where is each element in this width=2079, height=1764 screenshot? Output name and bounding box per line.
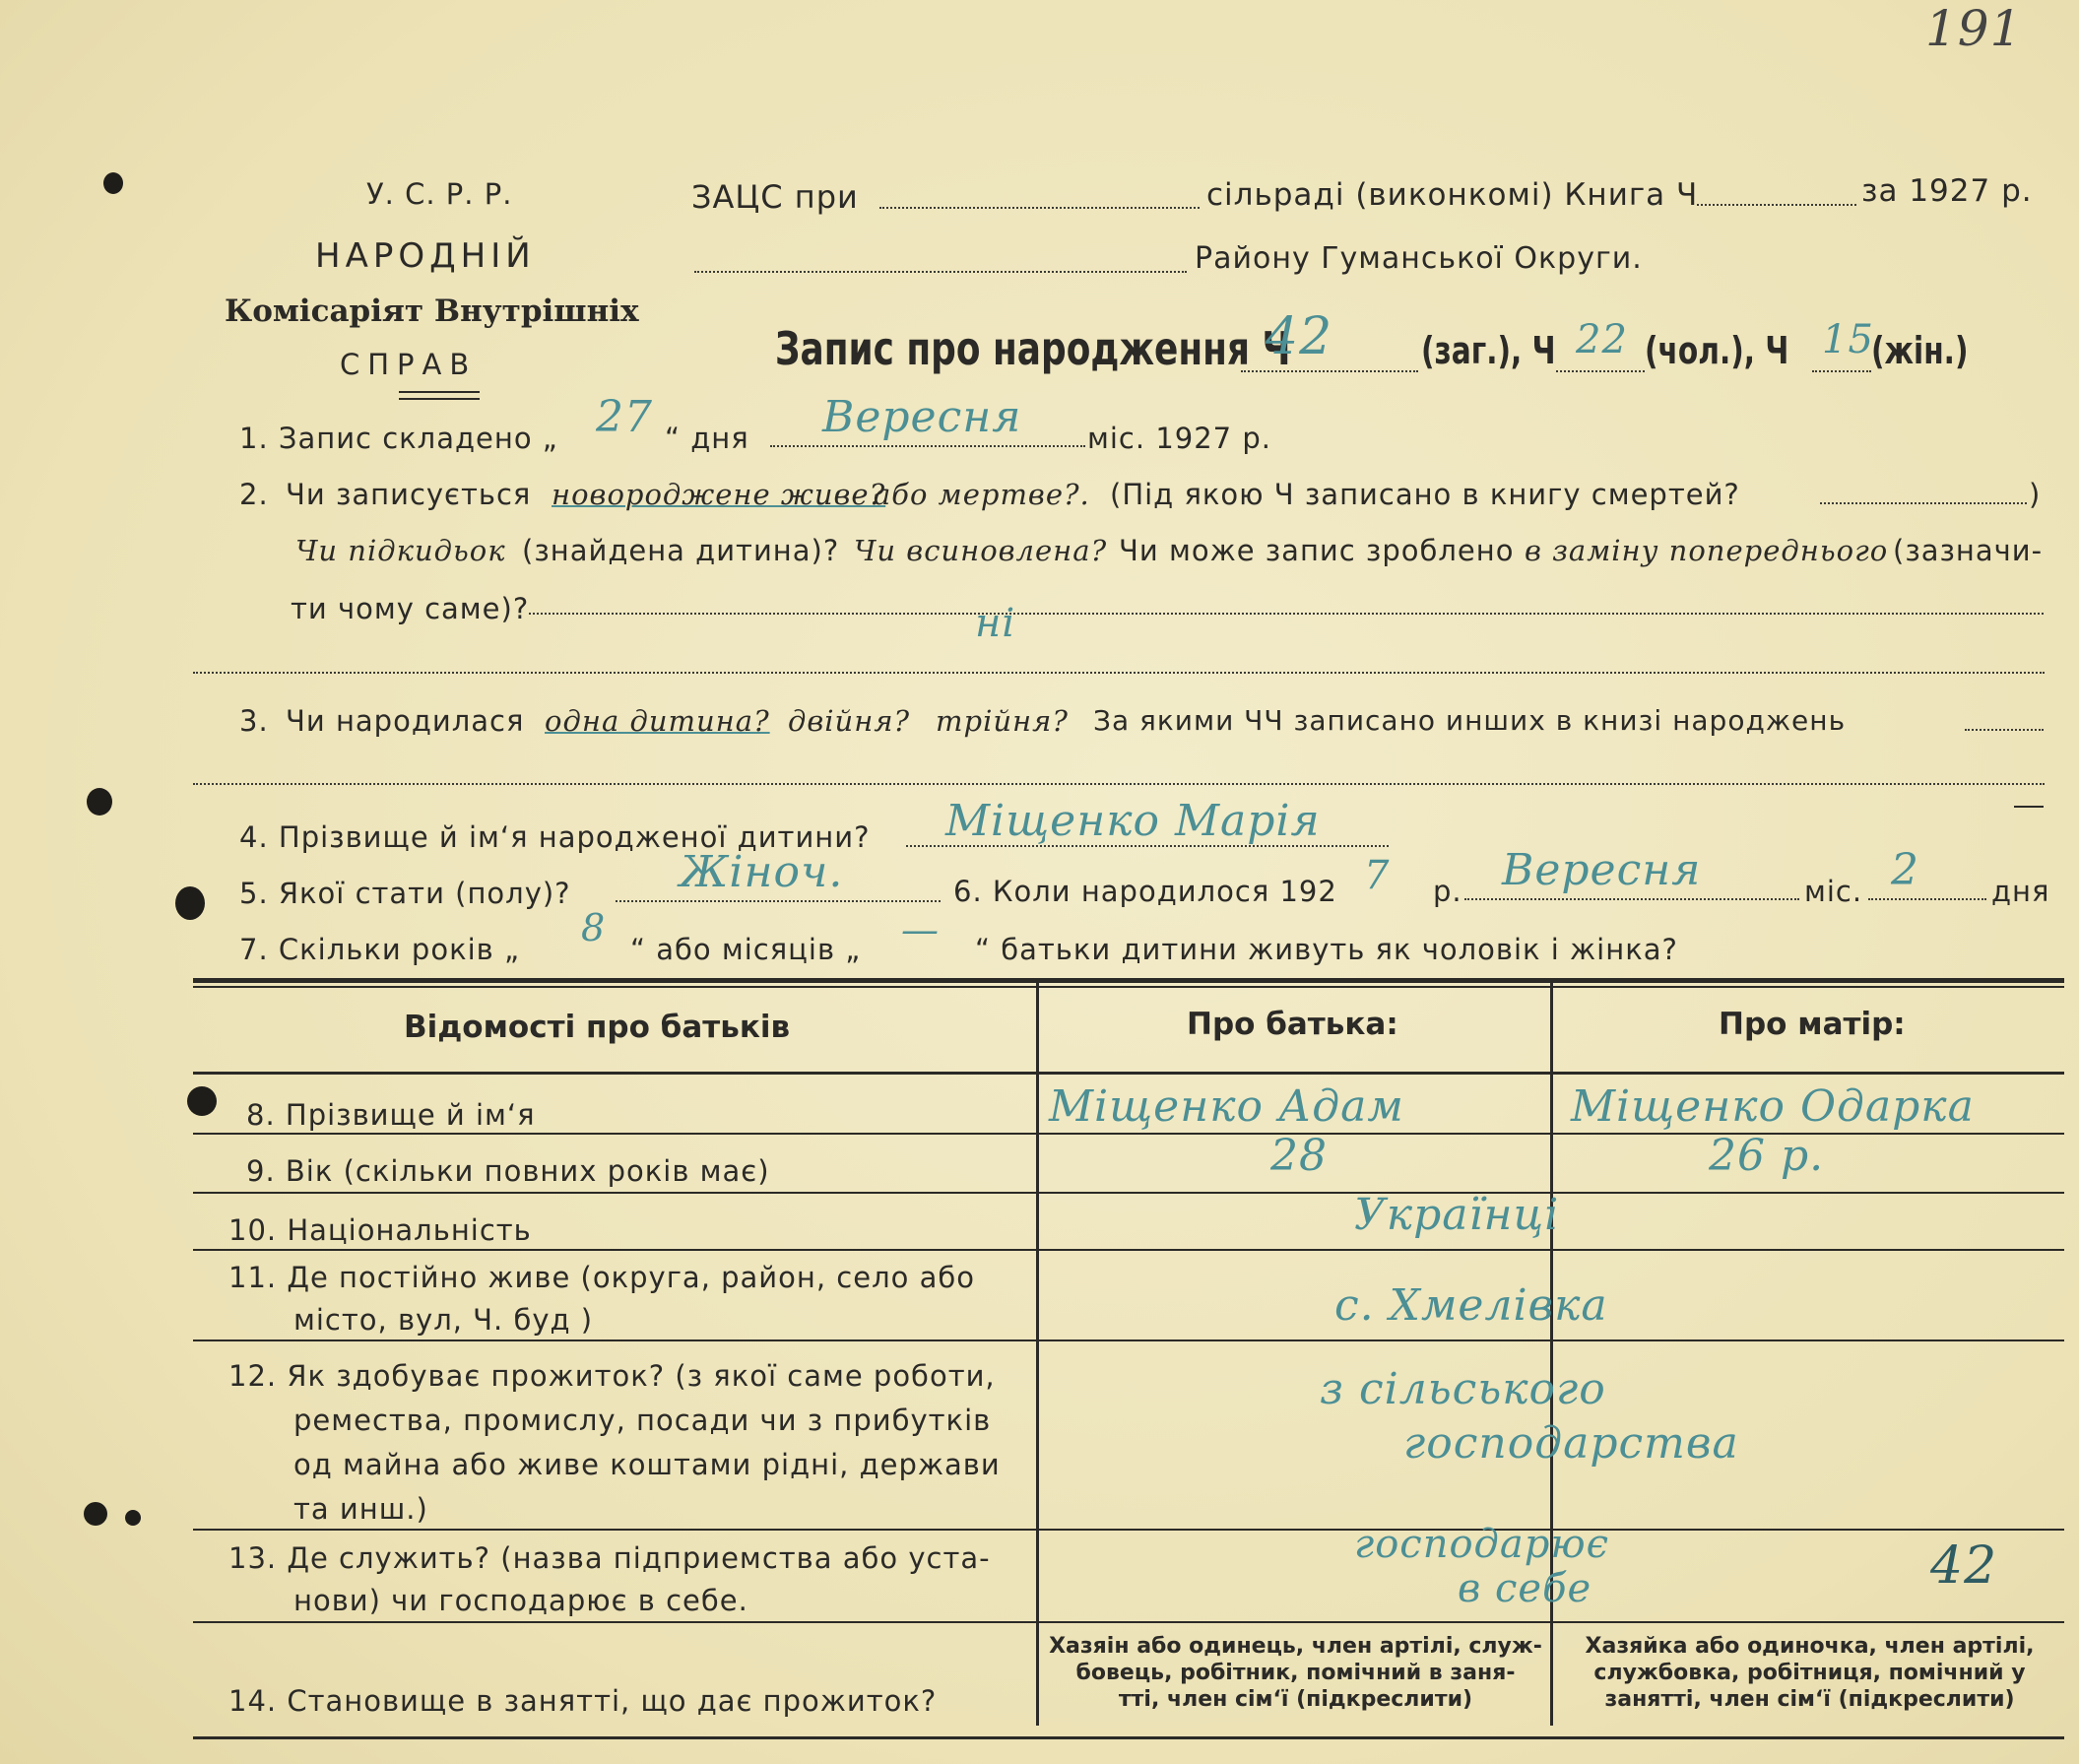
q5-field <box>616 900 941 902</box>
year-label: за 1927 р. <box>1861 173 2033 209</box>
row-11-value: с. Хмелівка <box>1334 1280 1608 1331</box>
mother-note-line-3: занятті, член сім‘ї (підкреслити) <box>1604 1687 2015 1712</box>
q6-mis: міс. <box>1804 875 1863 908</box>
row-8-mother: Міщенко Одарка <box>1571 1081 1975 1132</box>
total-label: (заг.), Ч <box>1421 329 1556 372</box>
q1-month-field <box>770 445 1085 447</box>
row-rule <box>193 1621 2064 1623</box>
table-col-divider-1 <box>1036 982 1039 1726</box>
q2-option-adopted: Чи всиновлена? <box>854 534 1108 567</box>
q7-years: 8 <box>581 906 607 949</box>
row-14-label: 14. Становище в занятті, що дає прожиток? <box>228 1684 938 1718</box>
table-header-father: Про батька: <box>1187 1007 1398 1042</box>
row-9-father: 28 <box>1270 1131 1328 1181</box>
punch-hole <box>187 1086 217 1116</box>
q2-option-dead: або мертве?. <box>874 478 1090 511</box>
q6-month: Вересня <box>1502 845 1702 895</box>
row-12-label-1: 12. Як здобуває прожиток? (з якої саме роботи, <box>228 1359 996 1393</box>
male-field <box>1556 370 1645 372</box>
row-13-extra: 42 <box>1930 1536 1998 1596</box>
q7-suffix: “ батьки дитини живуть як чоловік і жінка? <box>975 933 1678 966</box>
row-12-value-2: господарства <box>1403 1418 1739 1469</box>
archive-number: 191 <box>1925 0 2023 57</box>
q3-option-one: одна дитина? <box>545 704 770 738</box>
zags-field <box>879 207 1200 209</box>
q2-answer: ні <box>975 601 1016 646</box>
punch-hole <box>103 172 123 194</box>
q2-num: 2. <box>239 478 269 511</box>
q2-text-d: Чи може запис зроблено <box>1119 534 1515 567</box>
row-8-father: Міщенко Адам <box>1049 1081 1404 1132</box>
row-rule <box>193 1249 2064 1251</box>
q6-label: 6. Коли народилося 192 <box>953 875 1337 908</box>
table-top-rule-2 <box>193 986 2064 988</box>
q2-text-b: (Під якою Ч записано в книгу смертей? <box>1110 478 1740 511</box>
q2-close: ) <box>2029 478 2042 511</box>
female-field <box>1812 370 1871 372</box>
male-number: 22 <box>1576 317 1628 362</box>
q1-month: Вересня <box>822 392 1022 442</box>
ministry-rule <box>399 391 480 393</box>
row-12-label-2: ремества, промислу, посади чи з прибутків <box>293 1404 992 1437</box>
table-col-divider-2 <box>1550 982 1553 1726</box>
mother-note-line-1: Хазяйка або одиночка, член артілі, <box>1585 1634 2035 1659</box>
q6-mid: р. <box>1433 875 1462 908</box>
punch-hole <box>125 1510 141 1526</box>
mother-note-line-2: службовка, робітниця, помічний у <box>1593 1661 2026 1685</box>
q2-text-a: Чи записується <box>286 478 532 511</box>
q7-mid: “ або місяців „ <box>630 933 862 966</box>
q3-num: 3. <box>239 704 269 738</box>
table-header-rule <box>193 1072 2064 1075</box>
punch-hole <box>84 1502 107 1526</box>
ministry-line-3: СПРАВ <box>340 348 478 381</box>
row-10-label: 10. Національність <box>228 1213 532 1247</box>
ministry-rule <box>399 398 480 400</box>
q3-option-twins: двійня? <box>788 704 911 738</box>
row-8-label: 8. Прізвище й ім‘я <box>246 1098 536 1132</box>
q6-suffix: дня <box>1991 875 2050 908</box>
raion-field <box>694 271 1187 273</box>
q3-field <box>1965 729 2044 731</box>
q2-death-book-field <box>1820 502 2027 504</box>
book-number-field <box>1697 204 1856 206</box>
male-label: (чол.), Ч <box>1645 329 1789 372</box>
total-field <box>1241 370 1418 372</box>
q1-day: 27 <box>596 392 653 442</box>
q5-answer: Жіноч. <box>680 847 844 897</box>
row-12-label-4: та инш.) <box>293 1492 428 1526</box>
q2-reason-field-2 <box>193 672 2045 674</box>
q4-answer: Міщенко Марія <box>945 796 1321 846</box>
father-note-line-3: тті, член сім‘ї (підкреслити) <box>1118 1687 1473 1712</box>
q6-year-digit: 7 <box>1364 853 1391 898</box>
row-11-label-1: 11. Де постійно живе (округа, район, село або <box>228 1261 975 1294</box>
row-rule <box>193 1192 2064 1194</box>
q6-day-field <box>1868 898 1986 900</box>
q7-months: — <box>901 908 940 951</box>
row-13-value-2: в себе <box>1458 1566 1592 1611</box>
q3-field-2 <box>193 783 2045 785</box>
q6-month-field <box>1464 898 1799 900</box>
q2-option-alive: новороджене живе? <box>552 478 886 511</box>
father-note-line-1: Хазяін або одинець, член артілі, служ- <box>1049 1634 1542 1659</box>
row-rule <box>193 1339 2064 1341</box>
selrada-label: сільраді (виконкомі) Книга Ч <box>1206 177 1699 213</box>
q1-mid: “ дня <box>665 422 749 455</box>
q4-dash <box>2014 806 2044 808</box>
q3-text-a: Чи народилася <box>286 704 525 738</box>
row-9-label: 9. Вік (скільки повних років має) <box>246 1154 770 1188</box>
ussr-label: У. С. Р. Р. <box>366 177 513 211</box>
total-number: 42 <box>1266 307 1333 366</box>
table-header-mother: Про матір: <box>1719 1007 1906 1042</box>
ministry-line-2: Комісаріят Внутрішніх <box>225 294 639 329</box>
q3-text-b: За якими ЧЧ записано инших в книзі народжень <box>1093 704 1847 737</box>
female-label: (жін.) <box>1871 329 1969 372</box>
row-12-label-3: од майна або живе коштами рідні, держави <box>293 1448 1001 1481</box>
table-bottom-rule <box>193 1736 2064 1739</box>
ministry-line-1: НАРОДНІЙ <box>315 236 536 276</box>
q2-option-foundling: Чи підкидьок <box>295 534 506 567</box>
punch-hole <box>175 886 205 920</box>
row-10-value: Українці <box>1354 1190 1560 1240</box>
table-header-info: Відомості про батьків <box>404 1010 791 1045</box>
q7-prefix: 7. Скільки років „ <box>239 933 520 966</box>
q2-text-e: (зазначи- <box>1893 534 2044 567</box>
q4-label: 4. Прізвище й ім‘я народженої дитини? <box>239 820 871 854</box>
female-number: 15 <box>1822 317 1874 362</box>
q3-option-triplets: трійня? <box>936 704 1069 738</box>
punch-hole <box>87 788 112 816</box>
q2-reason-field <box>529 613 2044 615</box>
row-11-label-2: місто, вул, Ч. буд ) <box>293 1303 594 1337</box>
row-13-label-2: нови) чи господарює в себе. <box>293 1584 748 1617</box>
q1-suffix: міс. 1927 р. <box>1087 422 1271 455</box>
q1-prefix: 1. Запис складено „ <box>239 422 558 455</box>
record-title: Запис про народження Ч <box>775 322 1291 375</box>
row-9-mother: 26 р. <box>1709 1131 1825 1181</box>
row-13-value-1: господарює <box>1354 1522 1609 1567</box>
q2-text-f: ти чому саме)? <box>291 592 530 625</box>
raion-label: Району Гуманської Округи. <box>1195 241 1643 276</box>
q5-label: 5. Якої стати (полу)? <box>239 877 571 910</box>
row-12-value-1: з сільського <box>1320 1364 1606 1414</box>
table-top-rule <box>193 978 2064 983</box>
q6-day: 2 <box>1891 845 1919 895</box>
zags-label: ЗАЦС при <box>691 178 859 216</box>
q2-text-c: (знайдена дитина)? <box>522 534 840 567</box>
row-14-mother-note <box>1561 1633 2058 1713</box>
row-14-father-note <box>1047 1633 1544 1713</box>
row-rule <box>193 1529 2064 1531</box>
q2-option-replace: в заміну попереднього <box>1525 534 1889 567</box>
row-13-label-1: 13. Де служить? (назва підприемства або уста- <box>228 1541 991 1575</box>
father-note-line-2: бовець, робітник, помічний в заня- <box>1075 1661 1516 1685</box>
